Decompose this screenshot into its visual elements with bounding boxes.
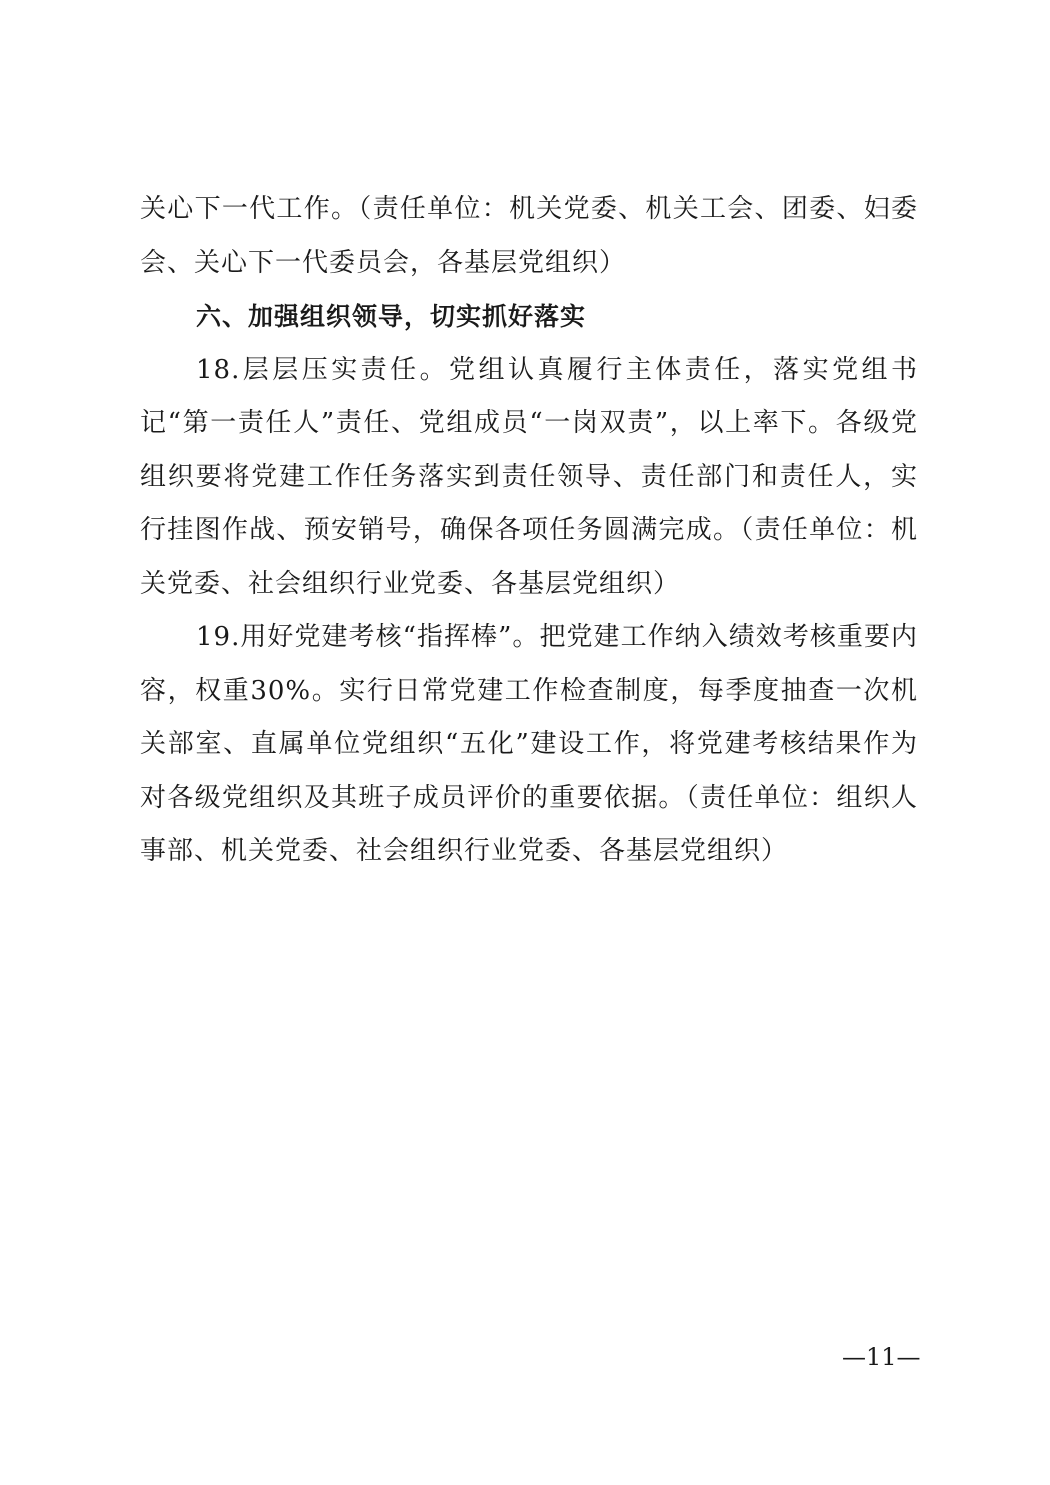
- continuation-paragraph: 关心下一代工作。（责任单位：机关党委、机关工会、团委、妇委会、关心下一代委员会，各基层党组织）: [140, 194, 918, 278]
- document-body: [140, 183, 918, 879]
- page-number: —11—: [842, 1343, 921, 1371]
- section-heading: 六、加强组织领导，切实抓好落实: [196, 302, 587, 331]
- item-18-paragraph: 18.层层压实责任。党组认真履行主体责任，落实党组书记“第一责任人”责任、党组成员“一岗双责”，以上率下。各级党组织要将党建工作任务落实到责任领导、责任部门和责任人，实行挂图作战、预安销号，确保各项任务圆满完成。（责任单位：机关党委、社会组织行业党委、各基层党组织）: [140, 354, 918, 599]
- item-19-paragraph: 19.用好党建考核“指挥棒”。把党建工作纳入绩效考核重要内容，权重30%。实行日常党建工作检查制度，每季度抽查一次机关部室、直属单位党组织“五化”建设工作，将党建考核结果作为对各级党组织及其班子成员评价的重要依据。（责任单位：组织人事部、机关党委、社会组织行业党委、各基层党组织）: [140, 622, 918, 866]
